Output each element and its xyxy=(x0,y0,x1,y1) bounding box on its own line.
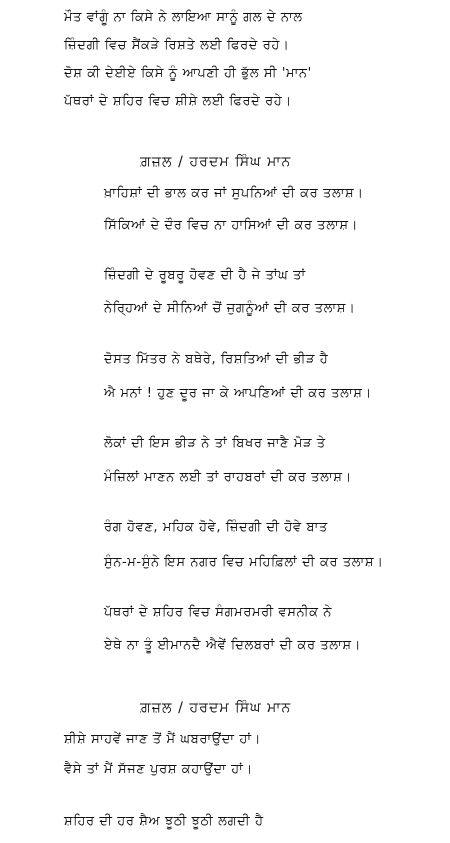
ghazal-1-line-1: ਖ਼ਾਹਿਸ਼ਾਂ ਦੀ ਭਾਲ ਕਰ ਜਾਂ ਸੁਪਨਿਆਂ ਦੀ ਕਰ ਤਲਾਸ਼। xyxy=(104,186,364,201)
ghazal-1-line-7: ਲੋਕਾਂ ਦੀ ਇਸ ਭੀੜ ਨੇ ਤਾਂ ਬਿਖਰ ਜਾਣੈ ਮੋੜ ਤੇ xyxy=(104,436,326,451)
ghazal-1-line-2: ਸਿੱਕਿਆਂ ਦੇ ਦੌਰ ਵਿਚ ਨਾ ਹਾਸਿਆਂ ਦੀ ਕਰ ਤਲਾਸ਼। xyxy=(104,218,358,233)
ghazal-1-title: ਗ਼ਜ਼ਲ / ਹਰਦਮ ਸਿੰਘ ਮਾਨ xyxy=(140,154,292,170)
ghazal-2-line-2: ਵੈਸੇ ਤਾਂ ਮੈਂ ਸੱਜਣ ਪੁਰਸ਼ ਕਹਾਉਂਦਾ ਹਾਂ। xyxy=(64,762,253,777)
intro-line-2: ਜ਼ਿੰਦਗੀ ਵਿਚ ਸੈਂਕੜੇ ਰਿਸ਼ਤੇ ਲਈ ਫਿਰਦੇ ਰਹੇ। xyxy=(64,38,290,53)
ghazal-1-line-12: ਏਥੇ ਨਾ ਤੂੰ ਈਮਾਨਦੈ ਐਵੇਂ ਦਿਲਬਰਾਂ ਦੀ ਕਰ ਤਲਾਸ਼। xyxy=(104,638,361,653)
intro-line-1: ਮੌਤ ਵਾਂਗੂੰ ਨਾ ਕਿਸੇ ਨੇ ਲਾਇਆ ਸਾਨੂੰ ਗਲ ਦੇ ਨਾਲ xyxy=(64,10,303,25)
ghazal-1-line-3: ਜ਼ਿੰਦਗੀ ਦੇ ਰੂਬਰੂ ਹੋਵਣ ਦੀ ਹੈ ਜੇ ਤਾਂਘ ਤਾਂ xyxy=(104,268,306,283)
ghazal-1-line-4: ਨੇਰ੍ਹਿਆਂ ਦੇ ਸੀਨਿਆਂ ਚੋਂ ਜੁਗਨੂੰਆਂ ਦੀ ਕਰ ਤਲਾਸ਼। xyxy=(104,301,356,316)
ghazal-1-line-11: ਪੱਥਰਾਂ ਦੇ ਸ਼ਹਿਰ ਵਿਚ ਸੰਗਮਰਮਰੀ ਵਸਨੀਕ ਨੇ xyxy=(104,605,333,620)
ghazal-1-line-6: ਐ ਮਨਾਂ ! ਹੁਣ ਦੂਰ ਜਾ ਕੇ ਆਪਣਿਆਂ ਦੀ ਕਰ ਤਲਾਸ਼। xyxy=(104,386,372,401)
ghazal-1-line-5: ਦੋਸਤ ਮਿੱਤਰ ਨੇ ਬਥੇਰੇ, ਰਿਸ਼ਤਿਆਂ ਦੀ ਭੀੜ ਹੈ xyxy=(104,352,329,367)
ghazal-2-title: ਗ਼ਜ਼ਲ / ਹਰਦਮ ਸਿੰਘ ਮਾਨ xyxy=(140,700,292,716)
ghazal-1-line-10: ਸੁੰਨ-ਮ-ਸੁੰਨੇ ਇਸ ਨਗਰ ਵਿਚ ਮਹਿਫ਼ਿਲਾਂ ਦੀ ਕਰ ਤਲਾਸ਼। xyxy=(104,555,384,570)
ghazal-1-line-9: ਰੰਗ ਹੋਵਣ, ਮਹਿਕ ਹੋਵੇ, ਜ਼ਿੰਦਗੀ ਦੀ ਹੋਵੇ ਬਾਤ xyxy=(104,520,328,535)
intro-line-3: ਦੋਸ਼ ਕੀ ਦੇਈਏ ਕਿਸੇ ਨੂੰ ਆਪਣੀ ਹੀ ਭੁੱਲ ਸੀ 'ਮਾਨ' xyxy=(64,66,312,81)
intro-line-4: ਪੱਥਰਾਂ ਦੇ ਸ਼ਹਿਰ ਵਿਚ ਸ਼ੀਸ਼ੇ ਲਈ ਫਿਰਦੇ ਰਹੇ। xyxy=(64,94,292,109)
ghazal-2-line-1: ਸ਼ੀਸ਼ੇ ਸਾਹਵੇਂ ਜਾਣ ਤੋਂ ਮੈਂ ਘਬਰਾਉਂਦਾ ਹਾਂ। xyxy=(64,732,261,747)
ghazal-1-line-8: ਮੰਜ਼ਿਲਾਂ ਮਾਣਨ ਲਈ ਤਾਂ ਰਾਹਬਰਾਂ ਦੀ ਕਰ ਤਲਾਸ਼। xyxy=(104,470,352,485)
ghazal-2-line-3: ਸ਼ਹਿਰ ਦੀ ਹਰ ਸ਼ੈਅ ਝੂਠੀ ਝੂਠੀ ਲਗਦੀ ਹੈ xyxy=(64,814,264,829)
